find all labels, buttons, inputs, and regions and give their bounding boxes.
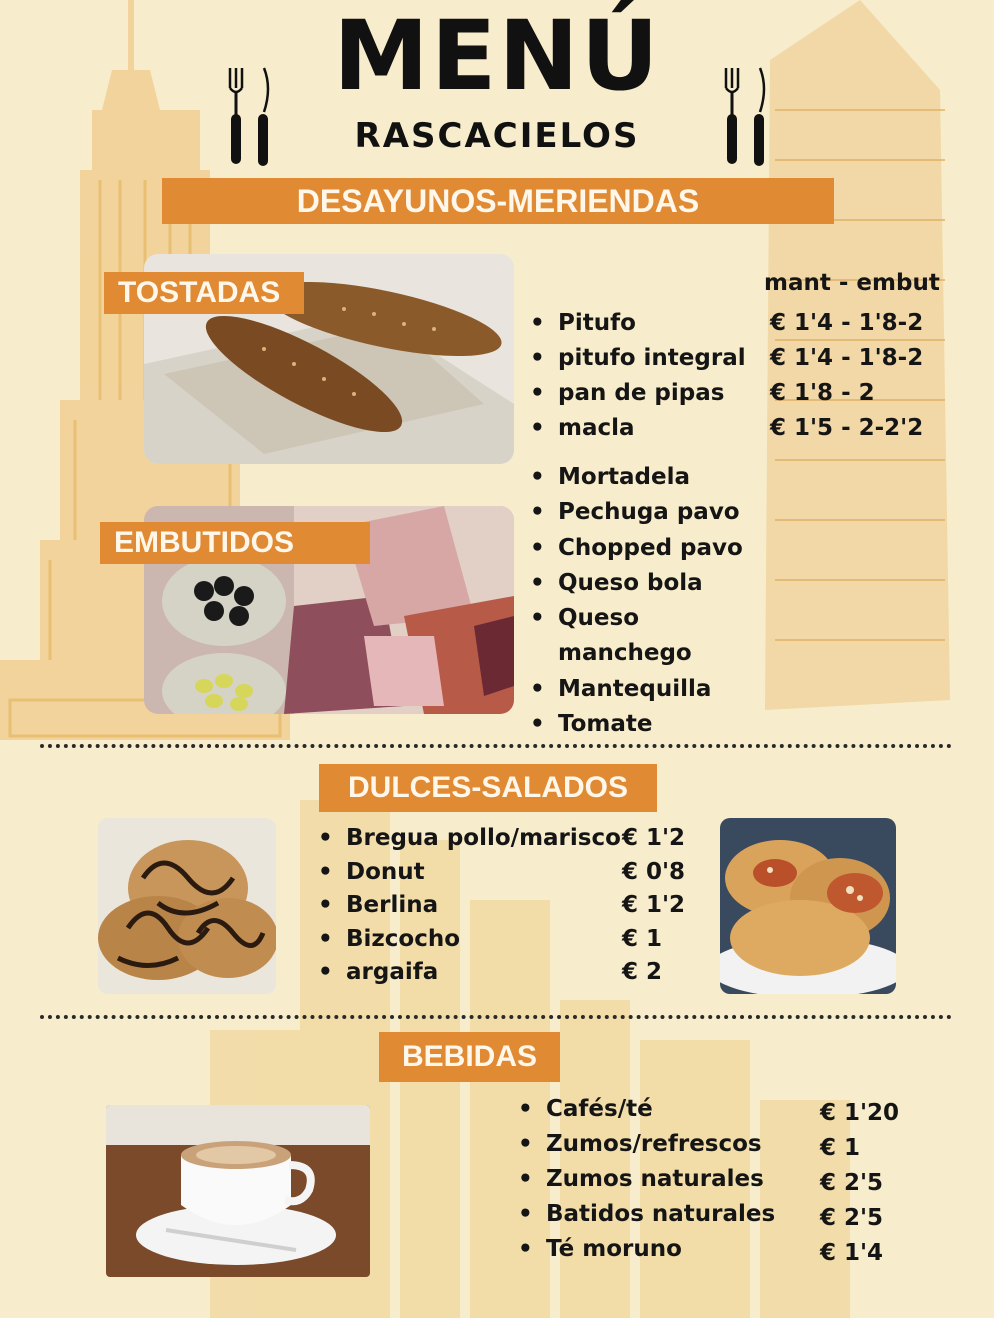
list-item: • argaifa (318, 956, 621, 990)
price: € 1'2 (622, 825, 686, 851)
list-item: • Queso manchego (530, 601, 728, 672)
menu-subtitle: RASCACIELOS (354, 116, 640, 156)
list-item: • Mantequilla (530, 672, 743, 707)
bebidas-list (518, 1092, 775, 1267)
list-item: • Berlina (318, 889, 621, 923)
divider (40, 1015, 952, 1019)
menu-title: MENÚ (333, 0, 661, 112)
desayunos-banner: DESAYUNOS-MERIENDAS (162, 178, 834, 224)
list-item: • Chopped pavo (530, 531, 743, 566)
divider (40, 744, 952, 748)
fork-knife-icon (718, 64, 772, 168)
dulces-banner: DULCES-SALADOS (319, 764, 657, 812)
price: € 1'4 - 1'8-2 (770, 310, 924, 336)
price: € 1'5 - 2-2'2 (770, 415, 924, 441)
price: € 1 (622, 925, 663, 952)
price-header: mant - embut (764, 270, 940, 296)
bebidas-banner: BEBIDAS (379, 1032, 560, 1082)
fork-knife-icon (222, 64, 276, 168)
price: € 1'4 (820, 1240, 884, 1266)
price: € 2'5 (820, 1205, 884, 1231)
price: € 1'20 (820, 1100, 900, 1126)
price: € 0'8 (622, 858, 686, 885)
dulces-list (318, 822, 621, 990)
list-item: • Pechuga pavo (530, 495, 743, 530)
list-item: • macla (530, 411, 746, 446)
list-item: • Zumos naturales (518, 1162, 775, 1197)
coffee-photo (106, 1105, 370, 1277)
list-item: • Queso bola (530, 566, 743, 601)
list-item: • pan de pipas (530, 376, 746, 411)
pastry-photo (98, 818, 276, 994)
embutidos-list (530, 460, 743, 742)
dulces-prices (622, 822, 685, 990)
tostadas-label: TOSTADAS (104, 272, 304, 314)
list-item: • Té moruno (518, 1232, 775, 1267)
price: € 1'2 (622, 892, 686, 918)
embutidos-label: EMBUTIDOS (100, 522, 370, 564)
list-item: • Bregua pollo/marisco (318, 822, 621, 856)
list-item: • Tomate (530, 707, 743, 742)
bebidas-prices (820, 1096, 899, 1271)
list-item: • Batidos naturales (518, 1197, 775, 1232)
list-item: • Donut (318, 856, 621, 890)
list-item: • Bizcocho (318, 923, 621, 957)
price: € 1'4 - 1'8-2 (770, 345, 924, 371)
tostadas-list (530, 306, 746, 446)
list-item: • Pitufo (530, 306, 746, 341)
list-item: • Zumos/refrescos (518, 1127, 775, 1162)
price: € 2 (622, 959, 663, 985)
price: € 2'5 (820, 1170, 884, 1196)
list-item: • Cafés/té (518, 1092, 775, 1127)
list-item: • pitufo integral (530, 341, 746, 376)
price: € 1'8 - 2 (770, 380, 875, 406)
tostadas-prices (770, 306, 923, 446)
empanada-photo (720, 818, 896, 994)
price: € 1 (820, 1135, 861, 1161)
list-item: • Mortadela (530, 460, 743, 495)
